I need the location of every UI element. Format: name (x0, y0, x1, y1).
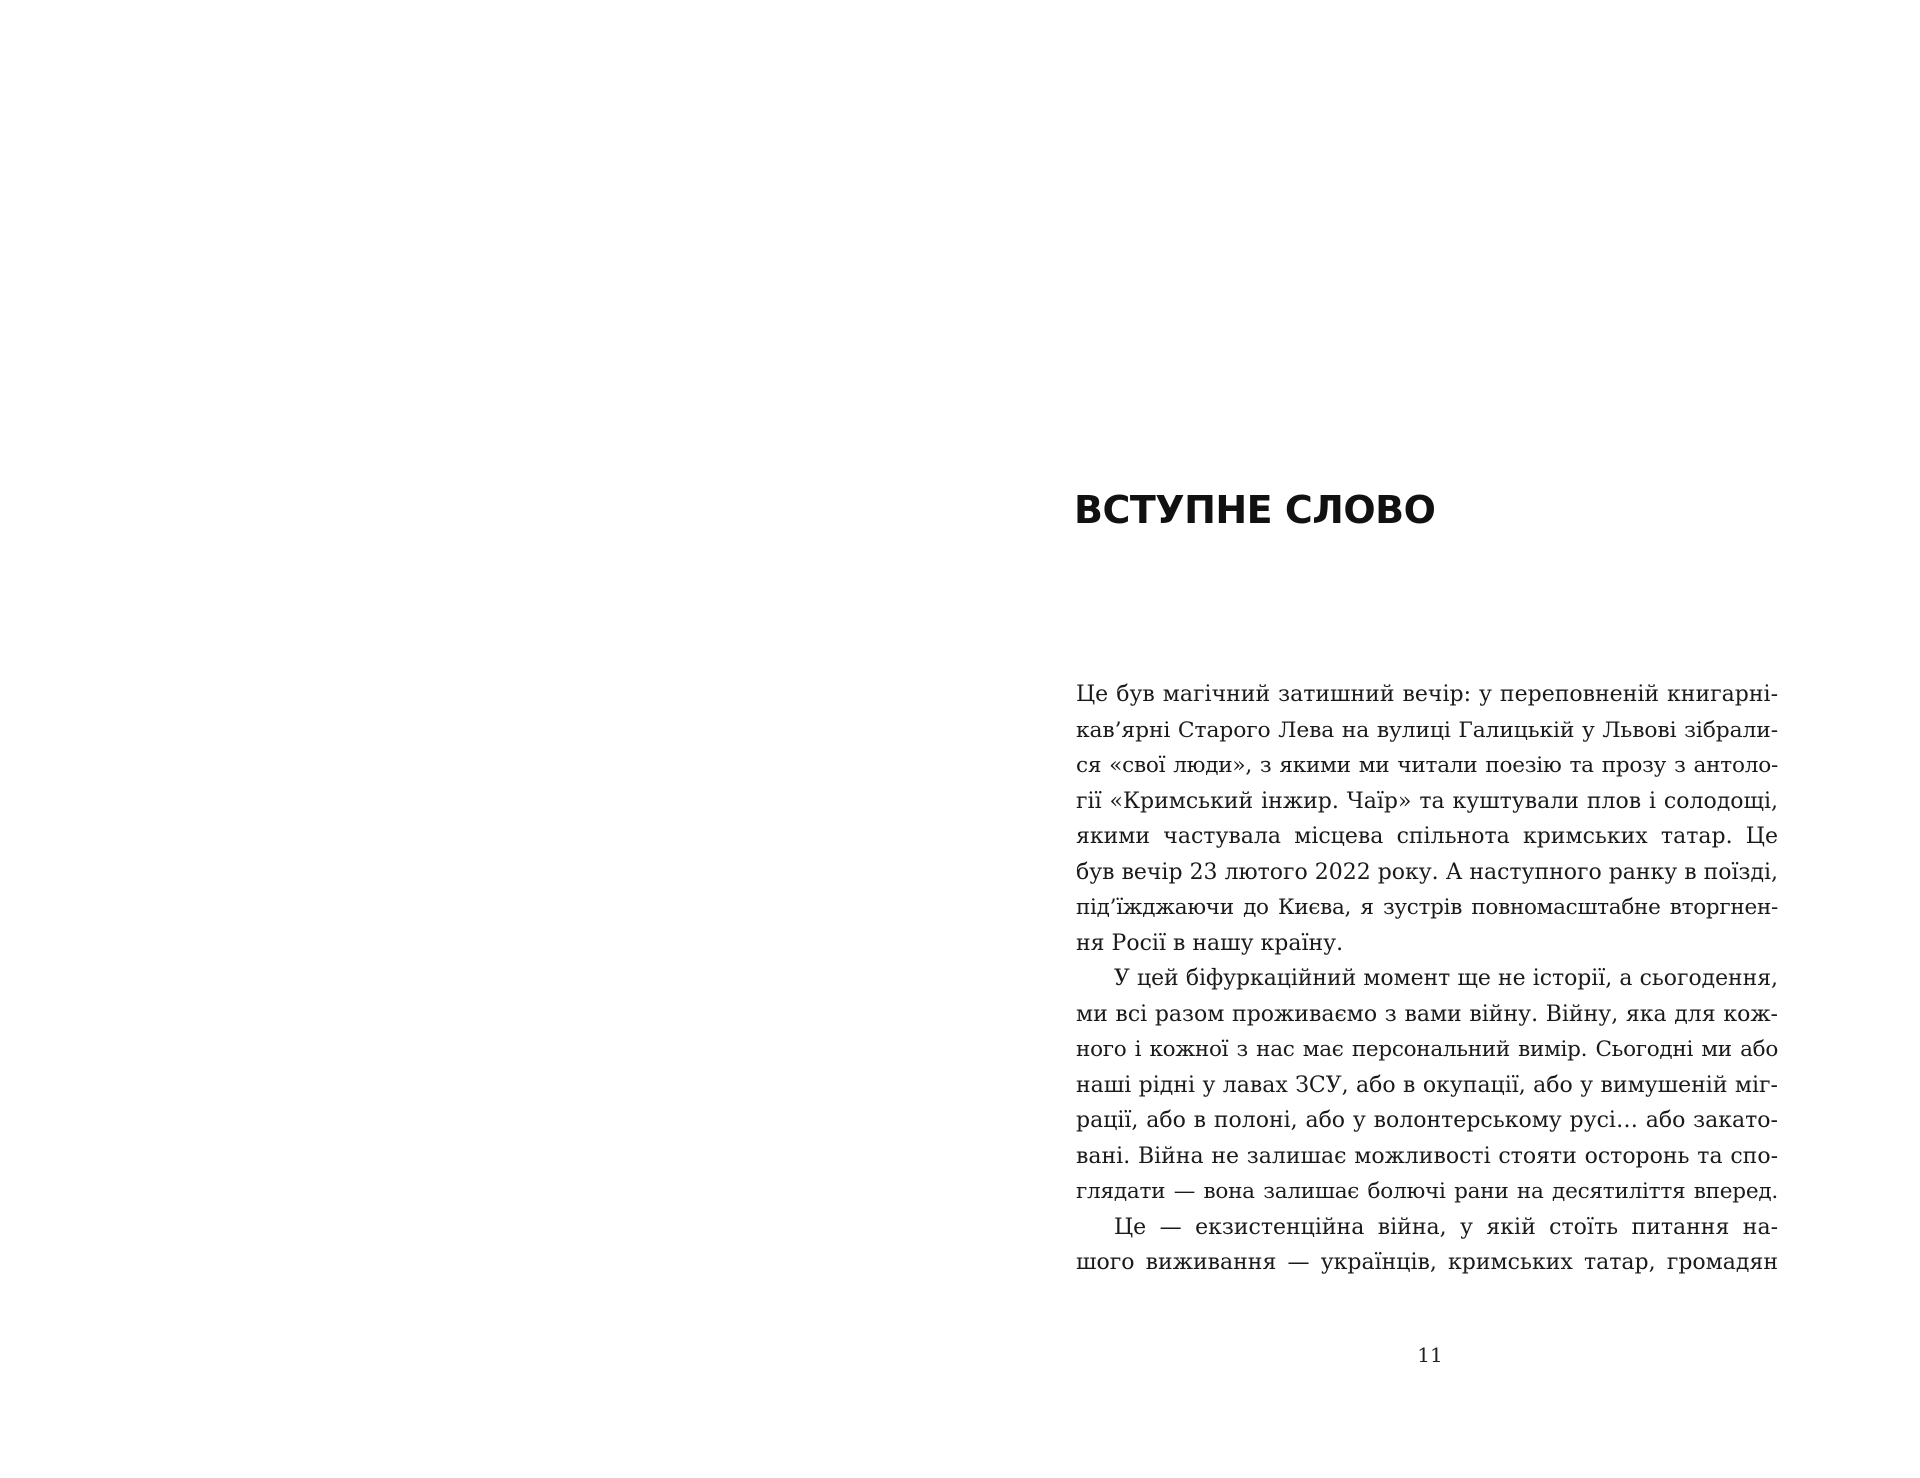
text-line: ного і кожної з нас має персональний вимір. Сьогодні ми або (1076, 1037, 1778, 1062)
text-line: гії «Кримський інжир. Чаїр» та куштували плов і солодощі, (1076, 788, 1778, 814)
text-line: кав’ярні Старого Лева на вулиці Галицькій у Львові зібрали- (1076, 717, 1778, 743)
text-line: був вечір 23 лютого 2022 року. А наступного ранку в поїзді, (1076, 859, 1778, 885)
text-line: під’їжджаючи до Києва, я зустрів повномасштабне вторгнен- (1076, 895, 1778, 920)
text-line: шого виживання — українців, кримських татар, громадян (1076, 1250, 1778, 1275)
text-line: глядати — вона залишає болючі рани на десятиліття вперед. (1076, 1179, 1778, 1204)
chapter-title: ВСТУПНЕ СЛОВО (1074, 488, 1436, 532)
text-line: якими частувала місцева спільнота кримських татар. Це (1076, 824, 1778, 849)
text-line: вані. Війна не залишає можливості стояти осторонь та спо- (1076, 1143, 1778, 1169)
text-line: У цей біфуркаційний момент ще не історії, а сьогодення, (1114, 966, 1778, 991)
text-line: Це був магічний затишний вечір: у переповненій книгарні- (1076, 682, 1778, 707)
text-line: наші рідні у лавах ЗСУ, або в окупації, або у вимушеній міг- (1076, 1072, 1778, 1098)
text-line: рації, або в полоні, або у волонтерському русі… або закато- (1076, 1108, 1778, 1133)
text-line: Це — екзистенційна війна, у якій стоїть питання на- (1114, 1214, 1778, 1240)
body-text (1076, 677, 1778, 1281)
page-number: 11 (1417, 1343, 1443, 1367)
text-line: ня Росії в нашу країну. (1076, 930, 1344, 956)
text-line: ми всі разом проживаємо з вами війну. Війну, яка для кож- (1076, 1001, 1778, 1027)
text-line: ся «свої люди», з якими ми читали поезію та прозу з антоло- (1076, 753, 1778, 778)
